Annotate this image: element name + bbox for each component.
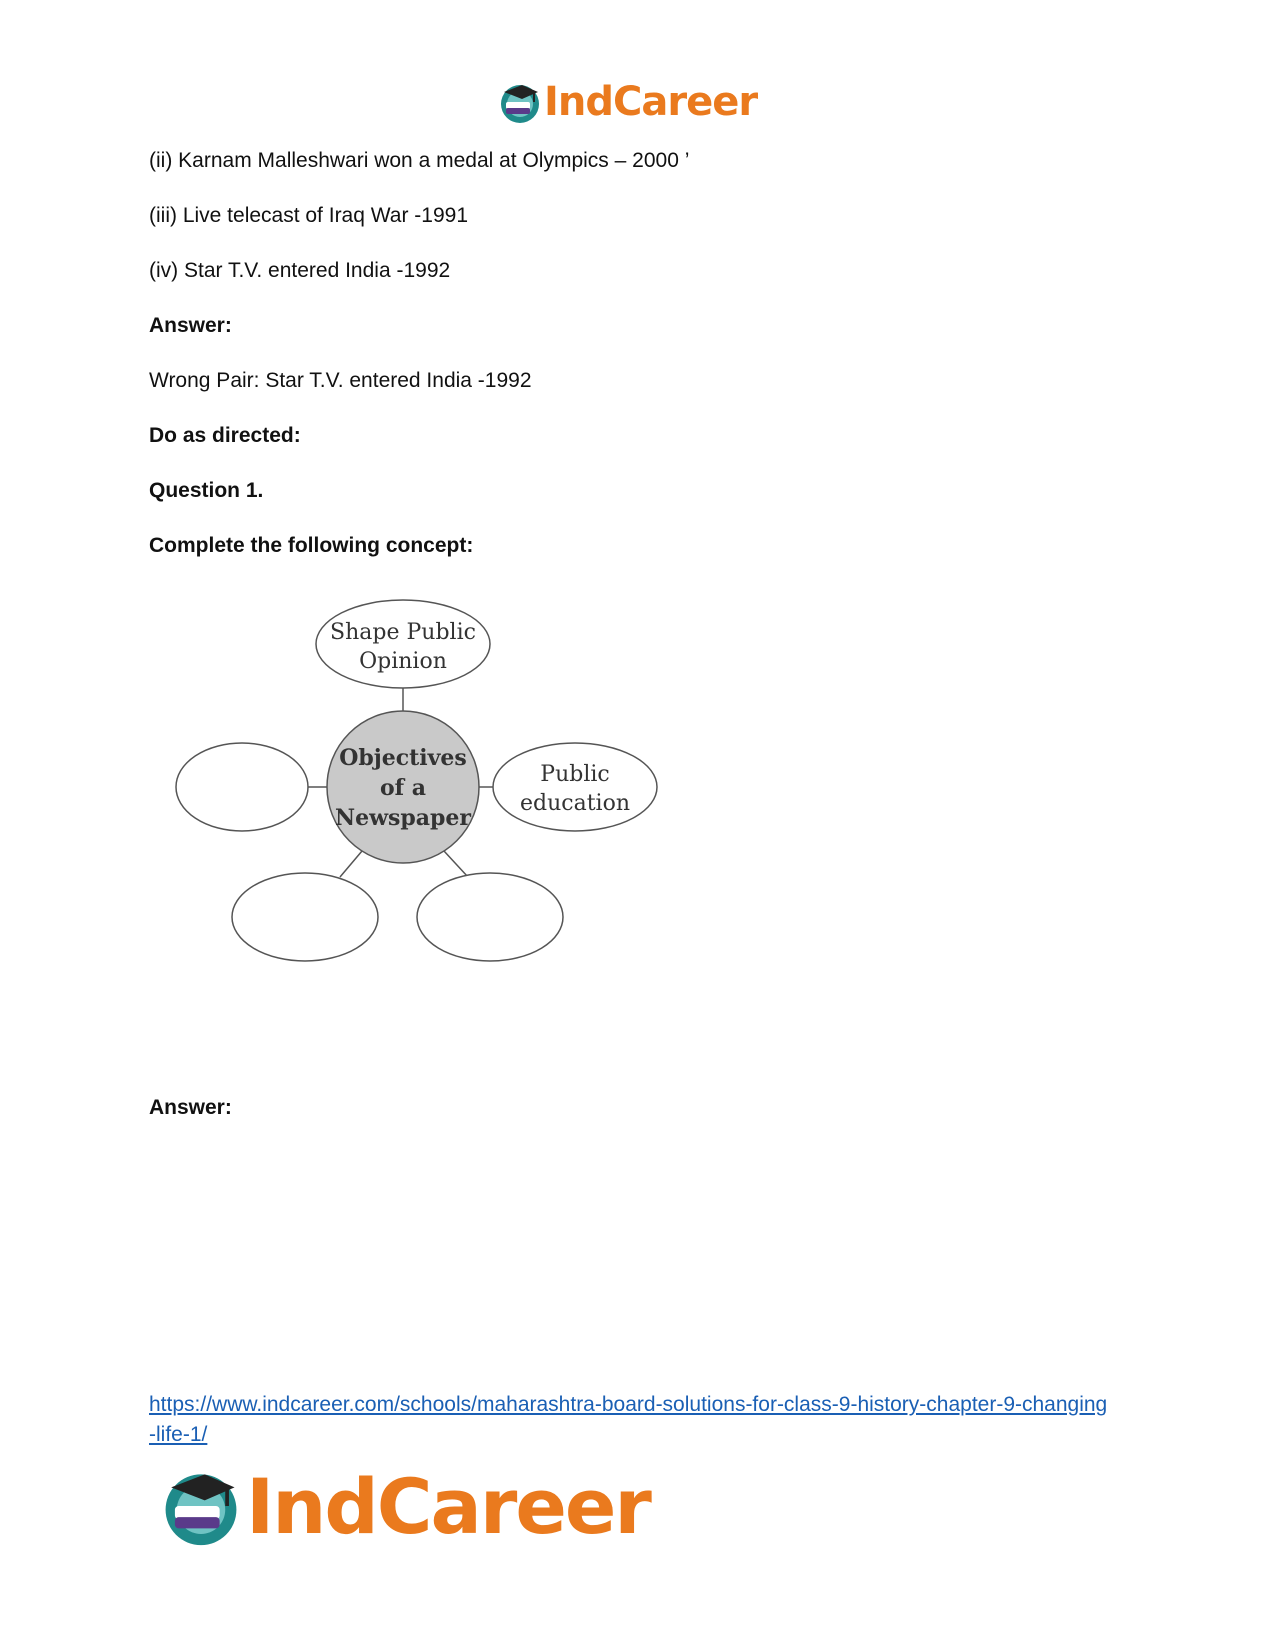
answer-heading: Answer:: [149, 314, 232, 337]
section-heading: Do as directed:: [149, 424, 301, 447]
center-label-line1: Objectives: [339, 745, 467, 771]
indcareer-logo-bottom: [160, 1462, 650, 1550]
right-label-line1: Public: [540, 762, 610, 787]
node-right: [493, 743, 657, 831]
answer-heading-2: Answer:: [149, 1096, 232, 1119]
item-ii: (ii) Karnam Malleshwari won a medal at Olympics – 2000 ’: [149, 149, 690, 172]
center-label-line3: Newspaper: [334, 805, 472, 831]
connector-bottom-right: [444, 851, 468, 877]
top-label-line1: Shape Public: [330, 620, 476, 645]
question-heading: Question 1.: [149, 479, 264, 502]
node-bottom-right-empty: [417, 873, 563, 961]
logo-text: IndCareer: [246, 1461, 650, 1551]
item-iii: (iii) Live telecast of Iraq War -1991: [149, 204, 469, 227]
node-bottom-left-empty: [232, 873, 378, 961]
graduation-cap-icon: [498, 80, 542, 124]
node-left-empty: [176, 743, 308, 831]
graduation-cap-icon: [160, 1465, 242, 1547]
top-label-line2: Opinion: [359, 649, 447, 674]
logo-text: IndCareer: [544, 79, 758, 125]
item-iv: (iv) Star T.V. entered India -1992: [149, 259, 451, 282]
concept-diagram: [150, 585, 670, 1065]
indcareer-logo-top: [498, 78, 757, 126]
wrong-pair-answer: Wrong Pair: Star T.V. entered India -1992: [149, 369, 532, 392]
right-label-line2: education: [520, 791, 630, 816]
center-label-line2: of a: [379, 775, 427, 801]
connector-bottom-left: [340, 851, 362, 877]
source-url-link[interactable]: https://www.indcareer.com/schools/maharashtra-board-solutions-for-class-9-history-chapter-9-changing-life-1/: [149, 1393, 1108, 1446]
question-prompt: Complete the following concept:: [149, 534, 474, 557]
